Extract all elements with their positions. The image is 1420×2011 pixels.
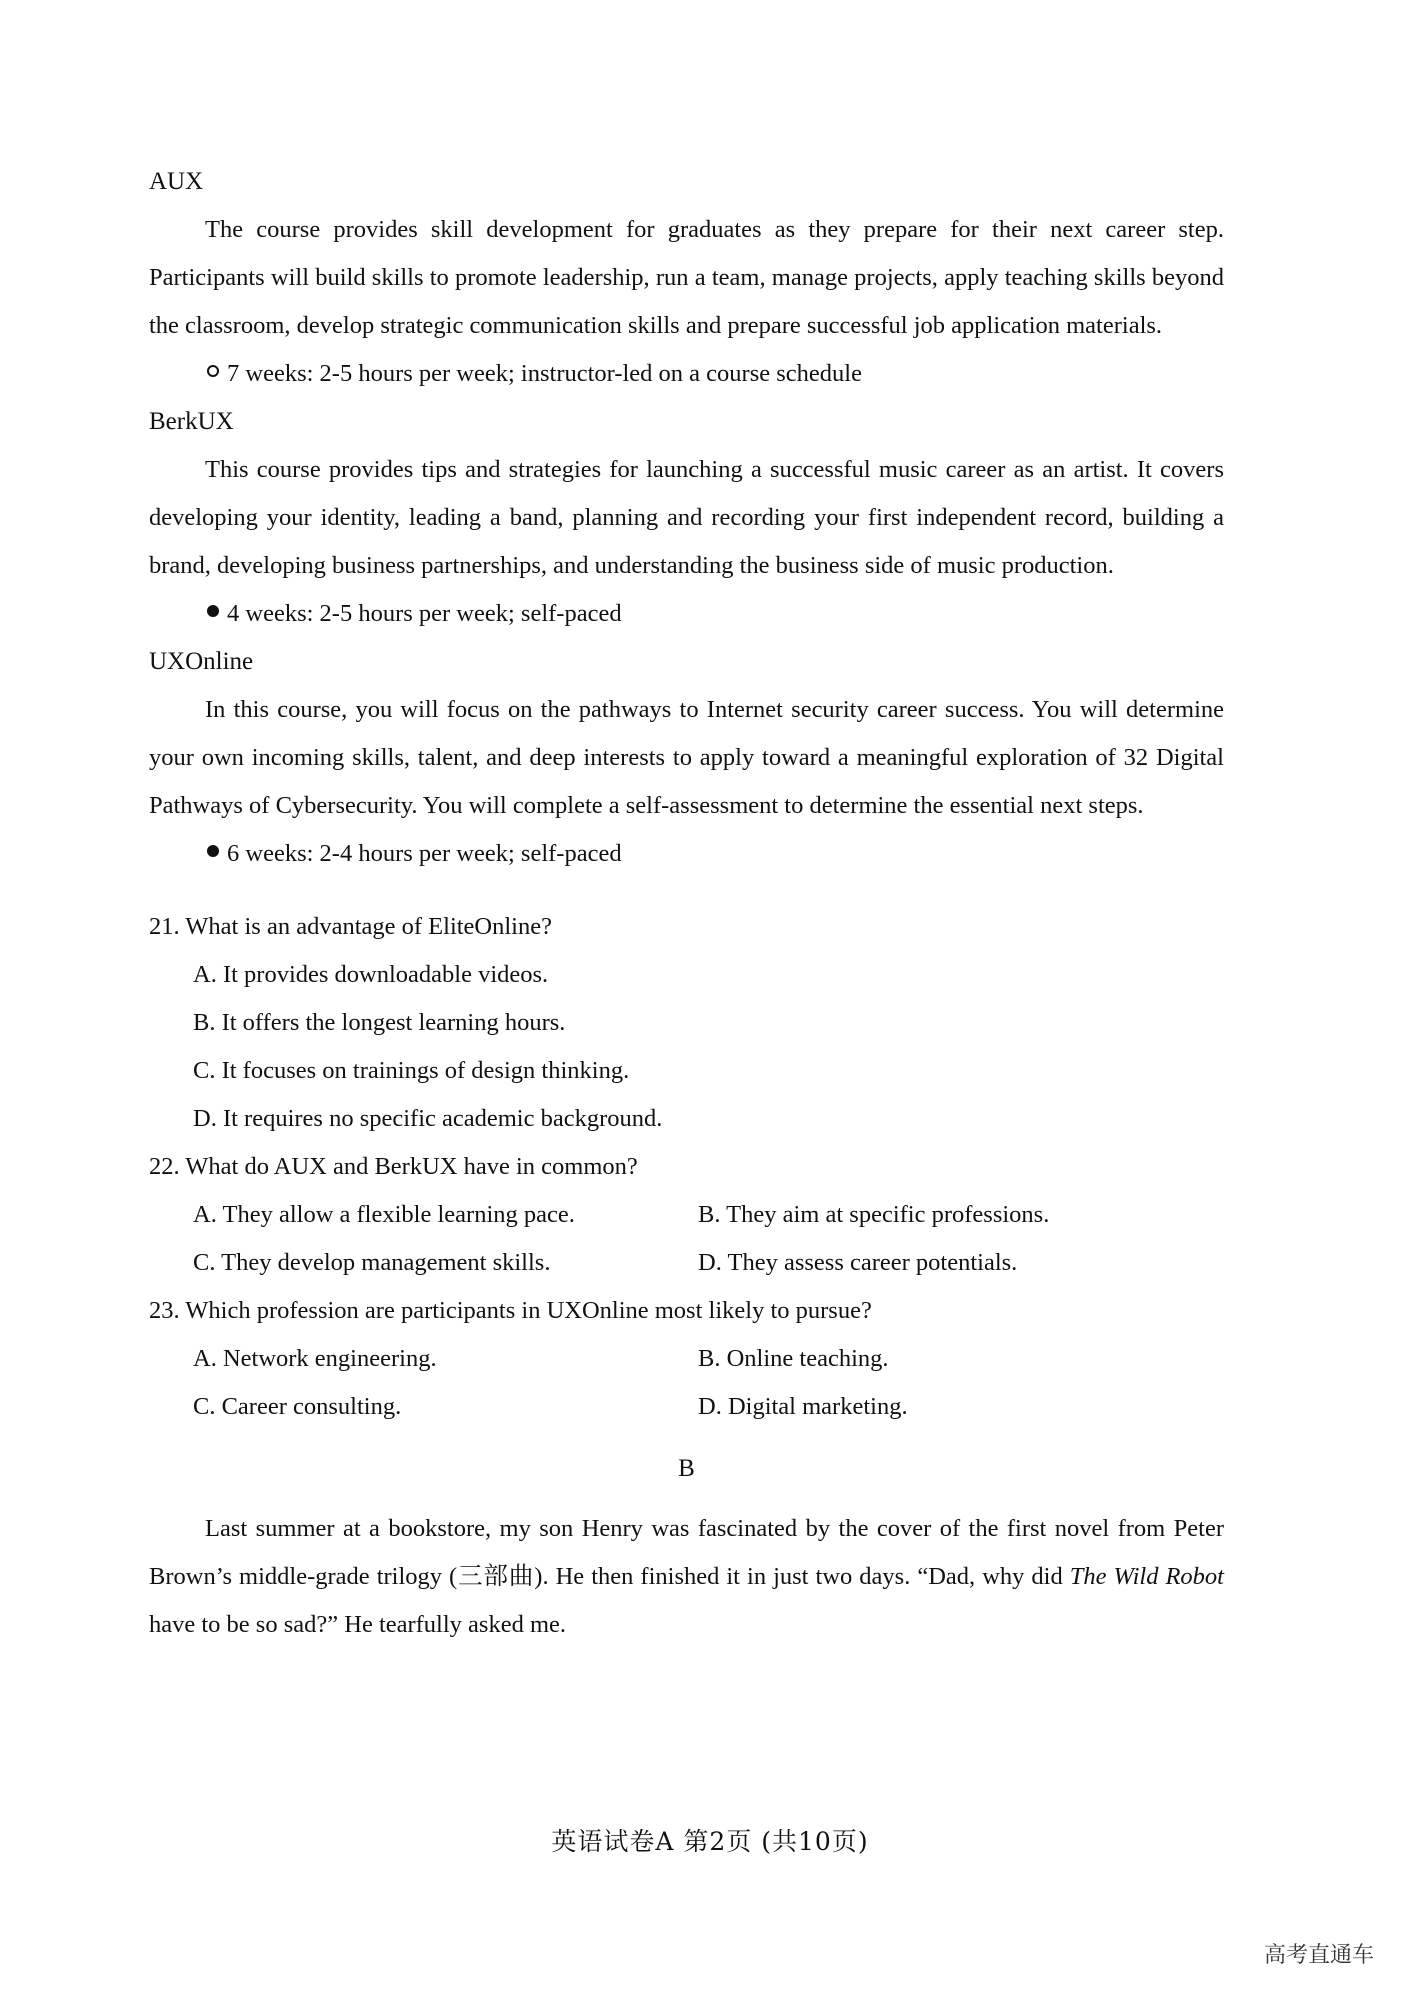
watermark: 高考直通车 [1263, 1943, 1374, 1968]
section-b-heading: B [678, 1455, 695, 1482]
section-b-paragraph [149, 1505, 1224, 1649]
section-b-text-1: Last summer at a bookstore, my son Henry was fascinated by the cover of the first novel from Peter Brown’s middle-grade trilogy (三部曲). He then finished it in just two days. “Dad, why did [149, 1515, 1224, 1590]
option-22b: B. They aim at specific professions. [698, 1201, 1050, 1228]
course-title-aux: AUX [149, 168, 204, 195]
course-details-aux [149, 350, 1224, 398]
course-title-berkux: BerkUX [149, 408, 234, 435]
page-footer: 英语试卷A 第2页 (共10页) [551, 1827, 869, 1856]
question-22-options [149, 1191, 1224, 1287]
course-schedule-berkux: 4 weeks: 2-5 hours per week; self-paced [227, 600, 622, 627]
option-22d: D. They assess career potentials. [698, 1249, 1018, 1276]
course-schedule-uxonline: 6 weeks: 2-4 hours per week; self-paced [227, 840, 622, 867]
page-content [149, 158, 1224, 1649]
course-description-aux: The course provides skill development for graduates as they prepare for their next career step. Participants will build skills to promote leadership, run a team, manage projects, apply teaching skills beyond the classroom, develop strategic communication skills and prepare successful job application materials. [149, 216, 1224, 339]
spacer [149, 878, 1224, 903]
question-21-options [149, 951, 1224, 1143]
option-22a: A. They allow a flexible learning pace. [193, 1201, 575, 1228]
option-23d: D. Digital marketing. [698, 1393, 908, 1420]
option-22c: C. They develop management skills. [193, 1249, 551, 1276]
course-description-berkux: This course provides tips and strategies for launching a successful music career as an artist. It covers developing your identity, leading a band, planning and recording your first independent record, building a brand, developing business partnerships, and understanding the business side of music production. [149, 456, 1224, 579]
section-b-text-2: have to be so sad?” He tearfully asked me. [149, 1611, 567, 1638]
course-details-berkux [149, 590, 1224, 638]
question-21: 21. What is an advantage of EliteOnline? [149, 913, 552, 940]
option-23c: C. Career consulting. [193, 1393, 402, 1420]
option-21c: C. It focuses on trainings of design thinking. [193, 1057, 630, 1084]
book-title: The Wild Robot [1069, 1563, 1224, 1590]
question-22: 22. What do AUX and BerkUX have in common? [149, 1153, 638, 1180]
course-details-uxonline [149, 830, 1224, 878]
question-23: 23. Which profession are participants in UXOnline most likely to pursue? [149, 1297, 872, 1324]
question-23-options [149, 1335, 1224, 1431]
option-21d: D. It requires no specific academic background. [193, 1105, 663, 1132]
course-title-uxonline: UXOnline [149, 648, 254, 675]
bullet-icon [207, 845, 219, 857]
bullet-icon [207, 605, 219, 617]
option-21b: B. It offers the longest learning hours. [193, 1009, 566, 1036]
course-description-uxonline: In this course, you will focus on the pathways to Internet security career success. You will determine your own incoming skills, talent, and deep interests to apply toward a meaningful exploration of 32 Digital Pathways of Cybersecurity. You will complete a self-assessment to determine the essential next steps. [149, 696, 1224, 819]
option-23a: A. Network engineering. [193, 1345, 437, 1372]
course-schedule-aux: 7 weeks: 2-5 hours per week; instructor-led on a course schedule [227, 360, 862, 387]
bullet-icon [207, 365, 219, 377]
option-23b: B. Online teaching. [698, 1345, 889, 1372]
option-21a: A. It provides downloadable videos. [193, 961, 549, 988]
